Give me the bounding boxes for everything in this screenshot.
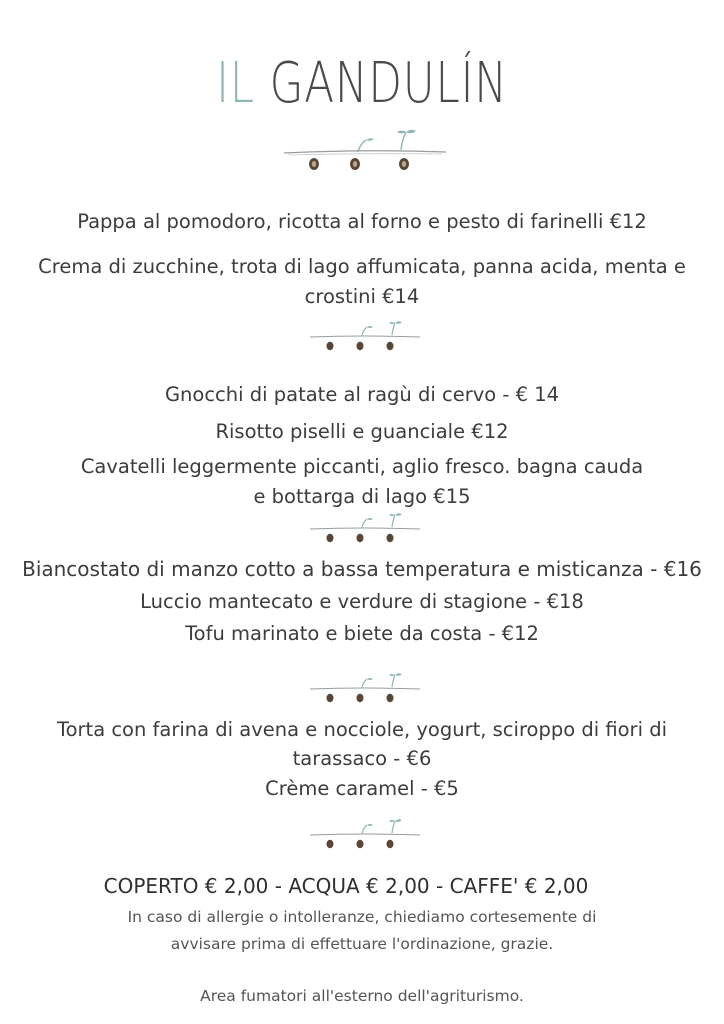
sprout-divider-icon bbox=[308, 318, 424, 358]
charges-line: COPERTO € 2,00 - ACQUA € 2,00 - CAFFE' € 2,00 bbox=[103, 874, 589, 898]
starter-item: crostini €14 bbox=[304, 285, 420, 308]
dessert-item: tarassaco - €6 bbox=[292, 747, 432, 770]
first-course-item: Cavatelli leggermente piccanti, aglio fresco. bagna cauda bbox=[80, 455, 644, 478]
dessert-item: Torta con farina di avena e nocciole, yogurt, sciroppo di fiori di bbox=[57, 718, 667, 741]
smoking-note: Area fumatori all'esterno dell'agriturismo. bbox=[200, 987, 524, 1005]
first-course-item: Gnocchi di patate al ragù di cervo - € 14 bbox=[164, 383, 560, 406]
allergy-note: avvisare prima di effettuare l'ordinazione, grazie. bbox=[170, 935, 554, 953]
logo-prefix: IL bbox=[216, 51, 255, 116]
logo-text bbox=[216, 52, 508, 116]
main-course-item: Tofu marinato e biete da costa - €12 bbox=[185, 622, 539, 645]
logo-name: GANDULÍN bbox=[269, 51, 508, 116]
logo-sprout-icon bbox=[282, 120, 450, 180]
starter-item: Crema di zucchine, trota di lago affumicata, panna acida, menta e bbox=[38, 255, 686, 278]
main-course-item: Luccio mantecato e verdure di stagione - €18 bbox=[140, 590, 584, 613]
dessert-item: Crème caramel - €5 bbox=[265, 777, 459, 800]
allergy-note: In caso di allergie o intolleranze, chiediamo cortesemente di bbox=[127, 908, 597, 926]
sprout-divider-icon bbox=[308, 510, 424, 550]
first-course-item: Risotto piselli e guanciale €12 bbox=[215, 420, 509, 443]
sprout-divider-icon bbox=[308, 816, 424, 856]
main-course-item: Biancostato di manzo cotto a bassa temperatura e misticanza - €16 bbox=[22, 557, 702, 581]
first-course-item: e bottarga di lago €15 bbox=[253, 485, 471, 508]
starter-item: Pappa al pomodoro, ricotta al forno e pesto di farinelli €12 bbox=[77, 210, 647, 233]
logo bbox=[0, 52, 724, 116]
sprout-divider-icon bbox=[308, 670, 424, 710]
